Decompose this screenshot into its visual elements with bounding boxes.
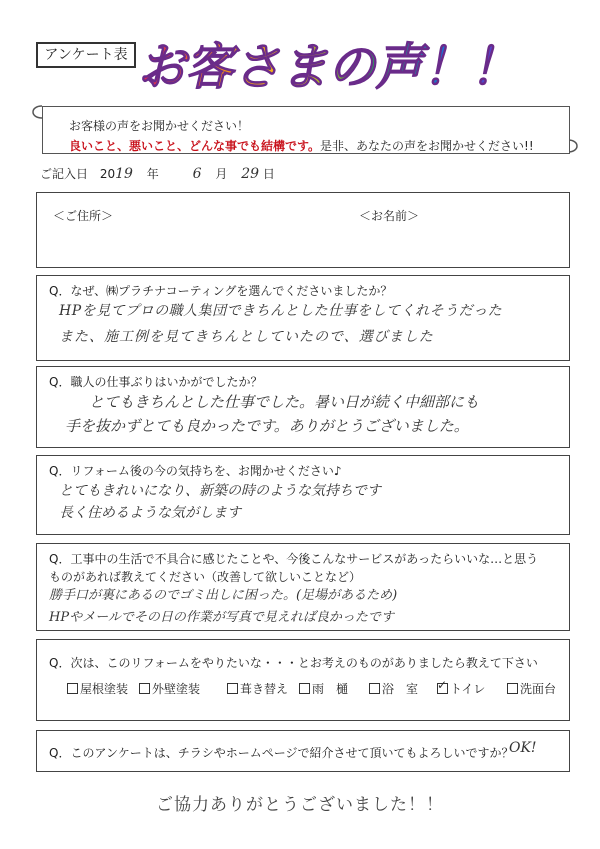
answer-craftsmen-line2: 手を抜かずとても良かったです。ありがとうございました。: [65, 417, 469, 435]
checkbox-icon[interactable]: [369, 683, 380, 694]
intro-line1: お客様の声をお聞かせください！: [69, 119, 250, 133]
question-box-improvements: [36, 543, 570, 631]
month-unit: 月: [215, 167, 228, 181]
question-box-next-reform: [36, 639, 570, 721]
option-washbasin[interactable]: [507, 680, 556, 697]
intro-request: 是非、あなたの声をお聞かせください!!: [320, 139, 534, 153]
option-label: 外壁塗装: [152, 682, 201, 696]
checkbox-icon[interactable]: [139, 683, 150, 694]
year-value: 19: [115, 166, 133, 182]
question-box-permission: [36, 730, 570, 772]
option-toilet[interactable]: [437, 680, 485, 697]
answer-craftsmen-line1: とてもきちんとした仕事でした。暑い日が続く中細部にも: [89, 393, 480, 411]
day-unit: 日: [262, 167, 275, 181]
thanks-footer: ご協力ありがとうございました！！: [156, 795, 444, 815]
intro-line2: [69, 137, 534, 154]
date-label: ご記入日: [40, 167, 89, 181]
question-improvements-line2: ものがあれば教えてください（改善して欲しいことなど）: [49, 570, 362, 584]
option-label: 浴 室: [382, 682, 419, 696]
year-prefix: 20: [99, 167, 116, 181]
question-box-reason: [36, 275, 570, 361]
address-label: ＜ご住所＞: [53, 209, 114, 223]
intro-emphasis: 良いこと、悪いこと、どんな事でも結構です。: [69, 139, 321, 153]
question-box-craftsmen: [36, 366, 570, 448]
checkbox-icon[interactable]: [67, 683, 78, 694]
question-feelings: Q．リフォーム後の今の気持ちを、お聞かせください♪: [49, 464, 342, 478]
option-label: 屋根塗装: [80, 682, 129, 696]
option-gutter[interactable]: [299, 680, 348, 697]
checkbox-icon[interactable]: [507, 683, 518, 694]
option-wall-painting[interactable]: [139, 680, 200, 697]
answer-improvements-line2: HPやメールでその日の作業が写真で見えれば良かったです: [49, 610, 394, 625]
main-title-text: お客さまの声！！: [138, 38, 518, 96]
checked-checkbox-icon[interactable]: [437, 683, 448, 694]
day-value: 29: [241, 166, 260, 182]
answer-permission: OK!: [509, 740, 537, 756]
intro-scroll: [28, 100, 580, 158]
answer-reason-line1: HPを見てプロの職人集団できちんとした仕事をしてくれそうだった: [59, 303, 503, 319]
survey-tag: アンケート表: [36, 42, 136, 68]
question-reason: Q．なぜ、㈱プラチナコーティングを選んでくださいましたか？: [49, 284, 393, 298]
option-label: トイレ: [450, 682, 486, 696]
question-box-feelings: [36, 455, 570, 535]
option-roof-painting[interactable]: [67, 680, 128, 697]
main-title: [130, 30, 530, 100]
question-permission: Q．このアンケートは、チラシやホームページで紹介させて頂いてもよろしいですか？: [49, 746, 514, 760]
question-improvements-line1: Q．工事中の生活で不具合に感じたことや、今後こんなサービスがあったらいいな…と思う: [49, 552, 539, 566]
option-reroofing[interactable]: [227, 680, 288, 697]
info-box: [36, 192, 570, 268]
answer-feelings-line1: とてもきれいになり、新築の時のような気持ちです: [59, 483, 381, 499]
option-bathroom[interactable]: [369, 680, 418, 697]
answer-feelings-line2: 長く住めるような気がします: [59, 505, 241, 521]
option-label: 洗面台: [520, 682, 557, 696]
answer-reason-line2: また、施工例を見てきちんとしていたので、選びました: [59, 329, 434, 345]
option-label: 葺き替え: [240, 682, 289, 696]
date-row: [40, 165, 275, 182]
month-value: 6: [192, 166, 202, 182]
name-label: ＜お名前＞: [359, 209, 420, 223]
question-craftsmen: Q．職人の仕事ぶりはいかがでしたか？: [49, 375, 263, 389]
option-label: 雨 樋: [312, 682, 349, 696]
answer-improvements-line1: 勝手口が裏にあるのでゴミ出しに困った。(足場があるため): [49, 588, 398, 603]
question-next-reform: Q．次は、このリフォームをやりたいな・・・とお考えのものがありましたら教えて下さい: [49, 656, 538, 670]
checkbox-icon[interactable]: [227, 683, 238, 694]
year-unit: 年: [146, 167, 159, 181]
checkbox-icon[interactable]: [299, 683, 310, 694]
